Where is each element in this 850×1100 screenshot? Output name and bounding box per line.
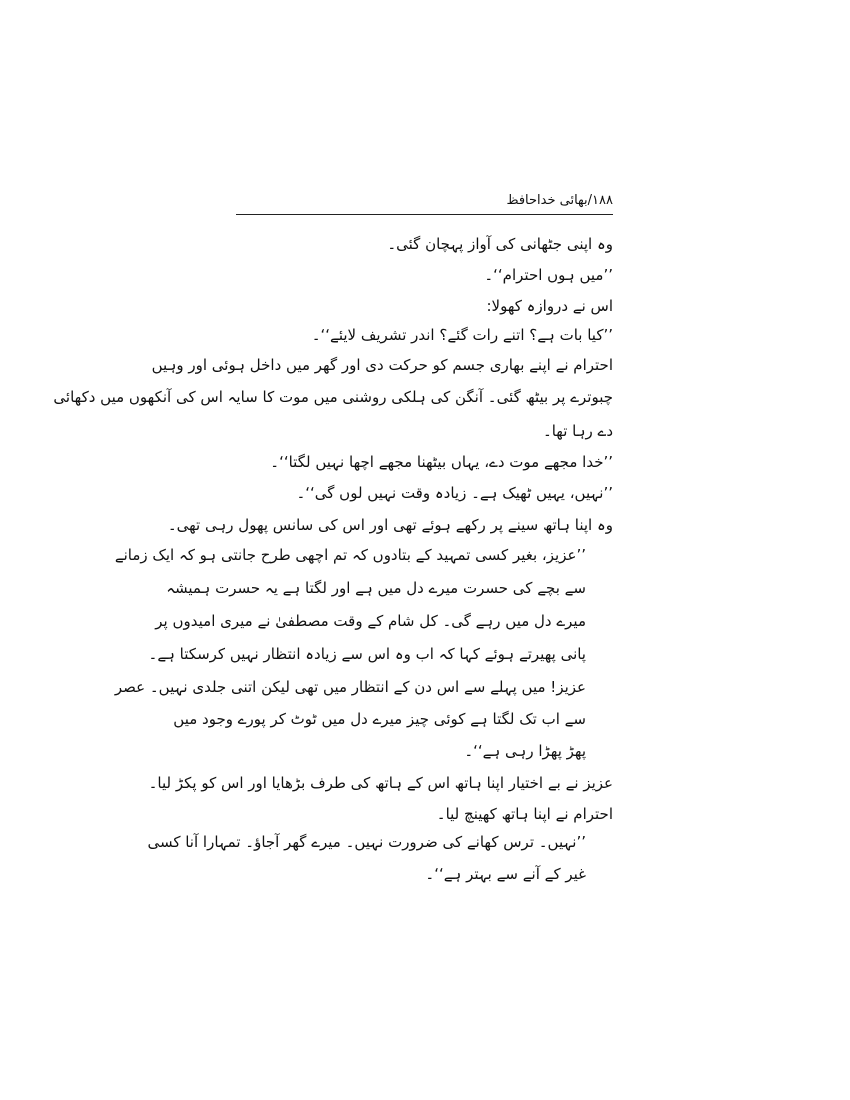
body-line: وہ اپنی جٹھانی کی آواز پہچان گئی۔ [387,235,613,253]
body-line: وہ اپنا ہاتھ سینے پر رکھے ہوئے تھی اور اس کی سانس پھول رہی تھی۔ [167,516,613,534]
body-line: ’’نہیں۔ ترس کھانے کی ضرورت نہیں۔ میرے گھر آجاؤ۔ تمہارا آنا کسی [147,833,586,851]
body-line: ’’نہیں، یہیں ٹھیک ہے۔ زیادہ وقت نہیں لوں گی‘‘۔ [296,484,613,502]
body-line: پھڑ پھڑا رہی ہے‘‘۔ [464,742,586,760]
body-line: غیر کے آنے سے بہتر ہے‘‘۔ [425,865,586,883]
body-line: دے رہا تھا۔ [542,422,613,440]
body-line: چبوترے پر بیٹھ گئی۔ آنگن کی ہلکی روشنی میں موت کا سایہ اس کی آنکھوں میں دکھائی [53,388,613,406]
body-line: پانی پھیرتے ہوئے کہا کہ اب وہ اس سے زیادہ انتظار نہیں کرسکتا ہے۔ [148,645,586,663]
body-line: ’’کیا بات ہے؟ اتنے رات گئے؟ اندر تشریف لایئے‘‘۔ [311,326,613,344]
header-rule [236,214,613,215]
body-line: احترام نے اپنے بھاری جسم کو حرکت دی اور گھر میں داخل ہوئی اور وہیں [151,356,613,374]
body-line: احترام نے اپنا ہاتھ کھینچ لیا۔ [436,805,613,823]
body-line: ’’خدا مجھے موت دے، یہاں بیٹھنا مجھے اچھا نہیں لگتا‘‘۔ [270,453,613,471]
body-line: عزیز! میں پہلے سے اس دن کے انتظار میں تھی لیکن اتنی جلدی نہیں۔ عصر [114,678,586,696]
body-line: عزیز نے بے اختیار اپنا ہاتھ اس کے ہاتھ کی طرف بڑھایا اور اس کو پکڑ لیا۔ [148,774,613,792]
body-line: ’’عزیز، بغیر کسی تمہید کے بتادوں کہ تم اچھی طرح جانتی ہو کہ ایک زمانے [114,546,586,564]
body-line: اس نے دروازہ کھولا: [486,297,613,315]
body-line: سے اب تک لگتا ہے کوئی چیز میرے دل میں ٹوٹ کر پورے وجود میں [173,710,586,728]
running-head: ۱۸۸/بھائی خداحافظ [506,193,613,208]
body-line: میرے دل میں رہے گی۔ کل شام کے وقت مصطفیٰ نے میری امیدوں پر [155,612,586,630]
body-line: ’’میں ہوں احترام‘‘۔ [484,266,613,284]
body-line: سے بچے کی حسرت میرے دل میں ہے اور لگتا ہے یہ حسرت ہمیشہ [166,579,586,597]
